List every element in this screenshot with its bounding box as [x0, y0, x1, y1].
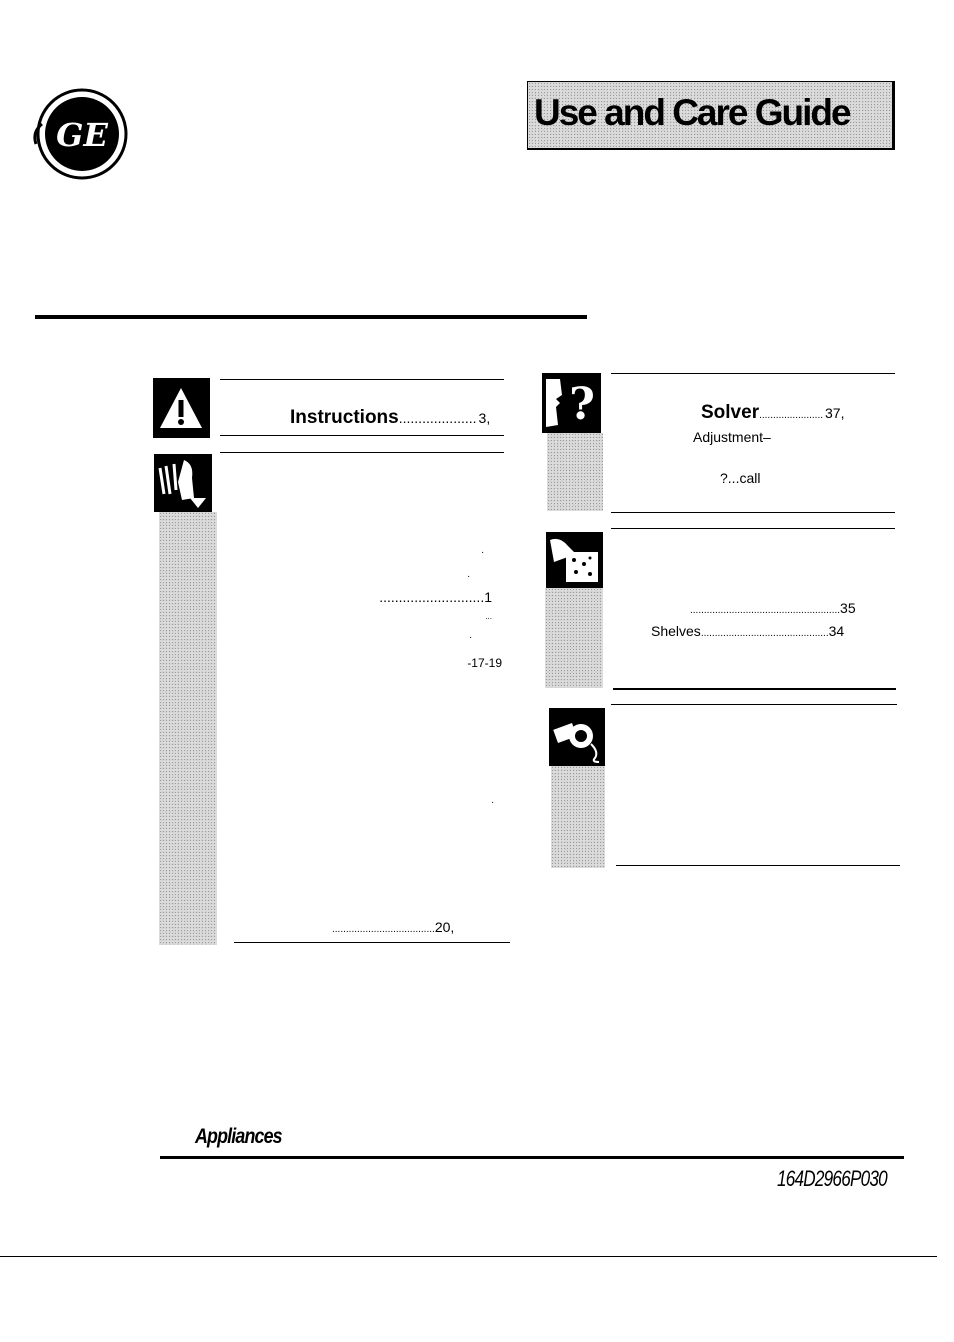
safety-top-rule: [220, 379, 504, 380]
footer-code: 164D2966P030: [777, 1166, 887, 1191]
title-box: [527, 81, 895, 150]
toc-care-line-1: [690, 600, 856, 618]
toc-care-line-2: [651, 623, 844, 641]
hand-press-icon: [154, 454, 212, 512]
plug-icon: [549, 708, 605, 766]
operating-stipple-bar: [159, 512, 217, 945]
svg-text:?: ?: [569, 379, 595, 430]
toc-safety-label: Instructions: [290, 407, 399, 428]
toc-op-last-entry: [332, 919, 454, 937]
toc-op-line-6: -17-19: [467, 656, 502, 670]
warning-icon: [153, 378, 210, 438]
footer-brand: Appliances: [195, 1125, 282, 1148]
problem-stipple-bar: [547, 433, 603, 511]
toc-op-last-dots: .....................................: [332, 924, 435, 935]
care-stipple-bar: [545, 588, 603, 688]
toc-op-line-2: .: [467, 569, 470, 580]
safety-bottom-rule: [220, 435, 504, 436]
question-face-icon: [542, 373, 601, 433]
header-rule: [35, 315, 587, 319]
toc-op-line-3: ...........................1: [379, 589, 492, 605]
problem-top-rule: [611, 373, 895, 374]
footer-rule: [160, 1156, 904, 1159]
toc-op-line-4: ...: [485, 612, 492, 621]
toc-care-line-1-dots: ......................................................: [690, 605, 841, 616]
toc-problem-line-2: Adjustment–: [693, 429, 771, 445]
toc-care-line-2-dots: ..............................................: [700, 628, 829, 639]
toc-op-line-5: .: [469, 630, 472, 641]
page-title: Use and Care Guide: [534, 92, 850, 133]
toc-problem-page: 37,: [825, 405, 845, 421]
install-stipple-bar: [551, 766, 605, 868]
toc-problem-line-3: ?...call: [720, 470, 761, 486]
toc-safety-page: 3,: [478, 410, 491, 426]
page-bottom-rule: [0, 1256, 937, 1257]
logo-text: GE: [56, 116, 108, 154]
operating-bottom-rule: [234, 942, 510, 943]
toc-problem-dots: .......................: [759, 410, 823, 421]
toc-safety-entry: [290, 407, 490, 429]
toc-problem-label: Solver: [701, 402, 760, 423]
sponge-hand-icon: [546, 532, 603, 588]
toc-safety-dots: ....................: [398, 410, 477, 426]
install-bottom-rule: [616, 865, 900, 866]
care-top-rule: [611, 528, 895, 529]
toc-care-line-1-page: 35: [840, 600, 856, 616]
operating-top-rule: [220, 452, 504, 453]
care-bottom-rule: [613, 688, 896, 690]
toc-care-line-2-page: 34: [828, 623, 845, 639]
install-top-rule: [611, 704, 897, 705]
problem-bottom-rule: [611, 512, 895, 513]
toc-care-line-2-label: Shelves: [651, 623, 701, 639]
toc-op-line-1: .: [481, 545, 484, 556]
toc-op-last-page: 20,: [434, 919, 455, 935]
toc-op-line-7: .: [491, 795, 494, 806]
toc-problem-entry: [701, 402, 844, 424]
ge-logo: [24, 84, 128, 184]
